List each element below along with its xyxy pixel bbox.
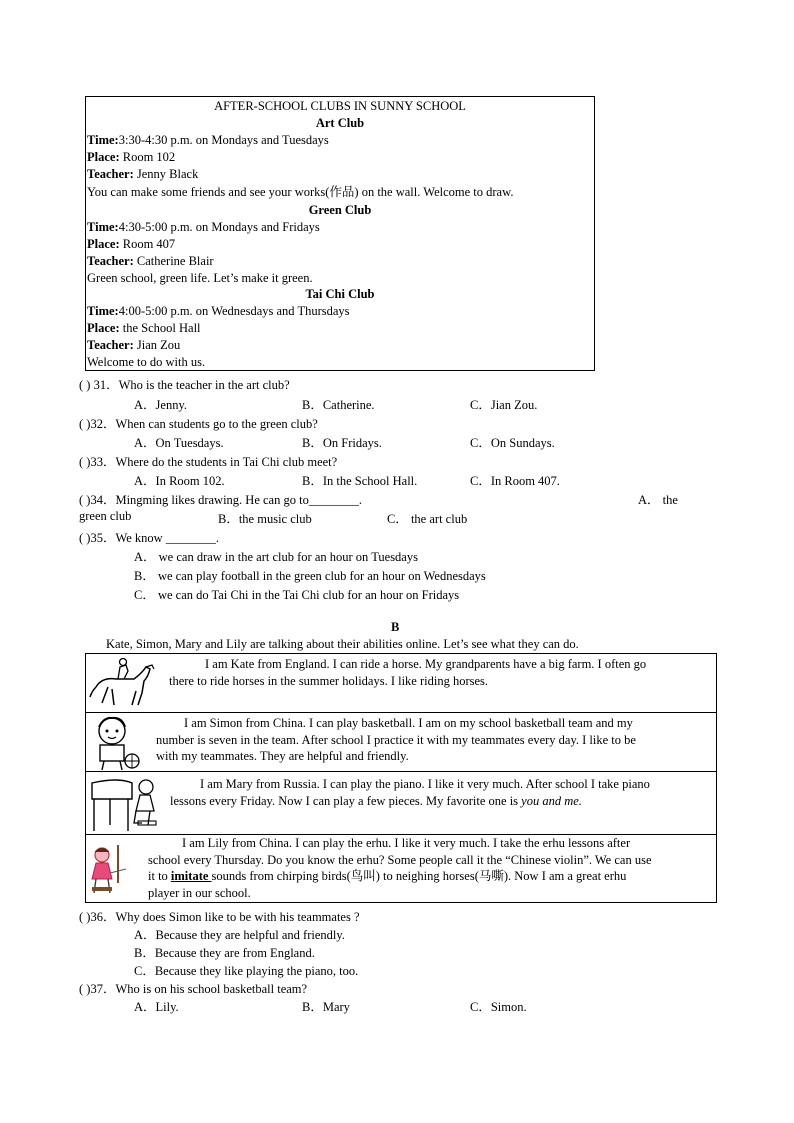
question-34: ( )34．Mingming likes drawing. He can go to________. <box>79 493 362 507</box>
art-club-place: Place: Room 102 <box>87 150 176 164</box>
question-36: ( )36．Why does Simon like to be with his teammates ? <box>79 910 360 924</box>
green-club-place: Place: Room 407 <box>87 237 176 251</box>
q35-option-a: A． we can draw in the art club for an hour on Tuesdays <box>134 550 418 564</box>
taichi-club-note: Welcome to do with us. <box>87 355 206 369</box>
piano-girl-icon <box>88 775 162 833</box>
q34-answer-blank[interactable]: ________ <box>308 493 359 507</box>
q37-option-c: C．Simon. <box>470 1000 527 1014</box>
question-31: ( ) 31．Who is the teacher in the art club? <box>79 378 290 392</box>
green-club-heading: Green Club <box>308 203 372 217</box>
q36-option-a: A．Because they are helpful and friendly. <box>134 928 345 942</box>
q34-option-b: B．the music club <box>218 512 312 526</box>
art-club-heading: Art Club <box>315 116 365 130</box>
horse-rider-icon <box>88 657 158 709</box>
art-club-time: Time:3:30-4:30 p.m. on Mondays and Tuesdays <box>87 133 329 147</box>
section-b-letter: B <box>391 620 400 634</box>
q34-option-a-cont: green club <box>79 509 132 523</box>
basketball-boy-icon <box>88 715 148 771</box>
question-33: ( )33．Where do the students in Tai Chi club meet? <box>79 455 338 469</box>
q35-option-c: C． we can do Tai Chi in the Tai Chi club for an hour on Fridays <box>134 588 460 602</box>
green-club-teacher: Teacher: Catherine Blair <box>87 254 214 268</box>
taichi-club-teacher: Teacher: Jian Zou <box>87 338 181 352</box>
q32-option-c: C．On Sundays. <box>470 436 555 450</box>
q31-option-a: A．Jenny. <box>134 398 188 412</box>
q32-option-a: A．On Tuesdays. <box>134 436 224 450</box>
taichi-club-heading: Tai Chi Club <box>305 287 375 301</box>
green-club-time: Time:4:30-5:00 p.m. on Mondays and Fridays <box>87 220 320 234</box>
q32-option-b: B．On Fridays. <box>302 436 382 450</box>
q36-option-b: B．Because they are from England. <box>134 946 315 960</box>
kate-row <box>86 654 716 713</box>
q31-option-c: C．Jian Zou. <box>470 398 538 412</box>
art-club-note: You can make some friends and see your works(作品) on the wall. Welcome to draw. <box>87 185 514 199</box>
lily-row <box>86 835 716 902</box>
q33-option-a: A．In Room 102. <box>134 474 225 488</box>
q33-option-c: C．In Room 407. <box>470 474 560 488</box>
taichi-club-place: Place: the School Hall <box>87 321 201 335</box>
section-b-intro: Kate, Simon, Mary and Lily are talking about their abilities online. Let’s see what they can do. <box>106 637 579 651</box>
question-37: ( )37．Who is on his school basketball team? <box>79 982 308 996</box>
lily-text: I am Lily from China. I can play the erhu. I like it very much. I take the erhu lessons after school every Thursday. Do you know the erhu? Some people call it the “Chinese violin”. We can use it to imitate sounds from chirping birds(鸟叫) to neighing horses(马嘶). Now I am a great erhu player in our school. <box>148 836 652 900</box>
q35-option-b: B． we can play football in the green club for an hour on Wednesdays <box>134 569 486 583</box>
question-35: ( )35．We know ________. <box>79 531 219 545</box>
question-32: ( )32．When can students go to the green club? <box>79 417 318 431</box>
green-club-note: Green school, green life. Let’s make it green. <box>87 271 313 285</box>
mary-text: I am Mary from Russia. I can play the piano. I like it very much. After school I take piano lessons every Friday. Now I can play a few pieces. My favorite one is you and me. <box>170 777 650 808</box>
q31-option-b: B．Catherine. <box>302 398 375 412</box>
clubs-box-title: AFTER-SCHOOL CLUBS IN SUNNY SCHOOL <box>214 99 466 113</box>
kate-text: I am Kate from England. I can ride a horse. My grandparents have a big farm. I often go there to ride horses in the summer holidays. I like riding horses. <box>169 657 647 688</box>
simon-row <box>86 713 716 772</box>
mary-row <box>86 772 716 835</box>
q34-option-a: A． the <box>638 493 678 507</box>
q35-answer-blank[interactable]: ________ <box>165 531 216 545</box>
imitate-word: imitate <box>170 869 212 883</box>
q37-option-a: A．Lily. <box>134 1000 179 1014</box>
q33-option-b: B．In the School Hall. <box>302 474 418 488</box>
erhu-girl-icon <box>88 843 128 897</box>
clubs-info-box <box>85 96 595 371</box>
abilities-table <box>85 653 717 903</box>
q37-option-b: B．Mary <box>302 1000 350 1014</box>
q36-option-c: C．Because they like playing the piano, too. <box>134 964 359 978</box>
taichi-club-time: Time:4:00-5:00 p.m. on Wednesdays and Thursdays <box>87 304 350 318</box>
simon-text: I am Simon from China. I can play basketball. I am on my school basketball team and my number is seven in the team. After school I practice it with my teammates every day. I like to be with my teammates. They are helpful and friendly. <box>156 716 636 763</box>
q34-option-c: C． the art club <box>387 512 468 526</box>
art-club-teacher: Teacher: Jenny Black <box>87 167 199 181</box>
